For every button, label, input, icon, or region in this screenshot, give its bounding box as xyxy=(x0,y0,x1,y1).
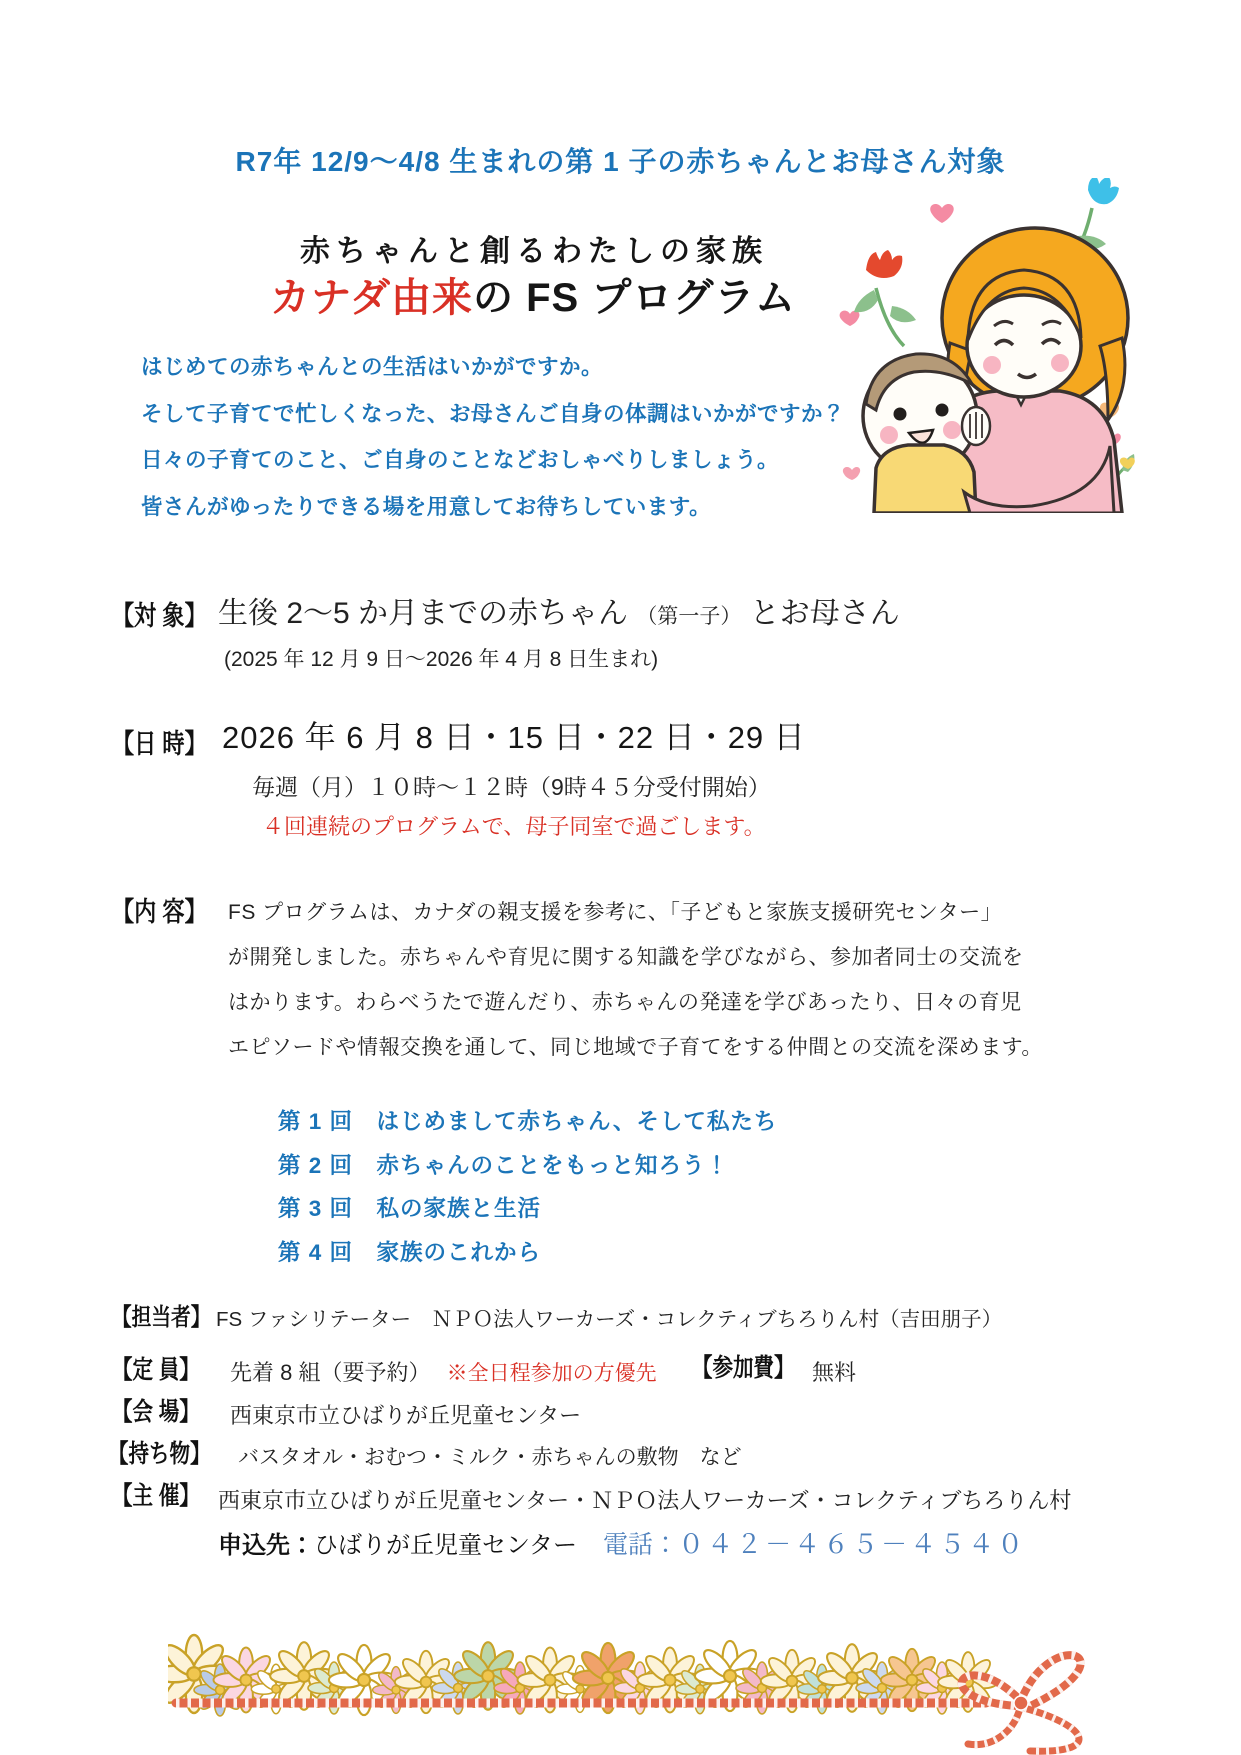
schedule-section-label: 【日 時】 xyxy=(112,729,207,759)
intro-line: 皆さんがゆったりできる場を用意してお待ちしています。 xyxy=(141,494,712,519)
intro-paragraph xyxy=(141,344,845,530)
capacity-section-label: 【定 員】 xyxy=(112,1356,200,1384)
session-item: 第 2 回 赤ちゃんのことをもっと知ろう！ xyxy=(278,1152,730,1178)
content-paragraph xyxy=(228,890,1043,1070)
content-line: エピソードや情報交換を通して、同じ地域で子育てをする仲間との交流を深めます。 xyxy=(228,1036,1043,1059)
capacity-priority-note: ※全日程参加の方優先 xyxy=(446,1362,657,1385)
session-item: 第 1 回 はじめまして赤ちゃん、そして私たち xyxy=(278,1109,778,1134)
apply-place: ひばりが丘児童センター xyxy=(314,1532,578,1559)
title-black-part: の FS プログラム xyxy=(473,276,796,320)
apply-line xyxy=(218,1524,1026,1561)
target-paren: （第一子） xyxy=(636,605,742,628)
audience-banner: R7年 12/9～4/8 生まれの第 1 子の赤ちゃんとお母さん対象 xyxy=(235,146,1006,177)
intro-line: 日々の子育てのこと、ご自身のことなどおしゃべりしましょう。 xyxy=(141,448,780,472)
red-flower-icon xyxy=(854,250,916,346)
title-red-part: カナダ由来 xyxy=(270,276,473,320)
page-title xyxy=(270,266,796,323)
staff-section-label: 【担当者】 xyxy=(112,1304,211,1331)
flower-border-illustration xyxy=(168,1596,1113,1755)
organizer-section-label: 【主 催】 xyxy=(112,1482,200,1510)
capacity-text xyxy=(230,1356,657,1387)
belongings-section-label: 【持ち物】 xyxy=(108,1440,211,1468)
organizer-value: 西東京市立ひばりが丘児童センター・ＮＰＯ法人ワーカーズ・コレクティブちろりん村 xyxy=(218,1488,1072,1513)
content-line: FS プログラムは、カナダの親支援を参考に、「子どもと家族支援研究センター」 xyxy=(228,901,1003,924)
venue-section-label: 【会 場】 xyxy=(112,1398,200,1426)
target-birth-range: (2025 年 12 月 9 日～2026 年 4 月 8 日生まれ) xyxy=(224,648,659,671)
intro-line: そして子育てで忙しくなった、お母さんご自身の体調はいかがですか？ xyxy=(141,401,846,426)
phone-label: 電話： xyxy=(603,1531,679,1559)
fee-value: 無料 xyxy=(812,1360,857,1385)
capacity-value: 先着 8 組（要予約） xyxy=(230,1360,431,1385)
content-line: はかります。わらべうたで遊んだり、赤ちゃんの発達を学びあったり、日々の育児 xyxy=(228,991,1022,1014)
target-section-label: 【対 象】 xyxy=(112,601,207,631)
session-item: 第 4 回 家族のこれから xyxy=(278,1239,542,1265)
fee-section-label: 【参加費】 xyxy=(692,1354,795,1382)
schedule-time: 毎週（月）１０時～１２時（9時４５分受付開始） xyxy=(252,774,771,800)
session-list xyxy=(278,1100,777,1274)
intro-line: はじめての赤ちゃんとの生活はいかがですか。 xyxy=(141,355,604,379)
content-line: が開発しました。赤ちゃんや育児に関する知識を学びながら、参加者同士の交流を xyxy=(228,946,1024,969)
apply-label: 申込先： xyxy=(218,1532,314,1559)
belongings-value: バスタオル・おむつ・ミルク・赤ちゃんの敷物 など xyxy=(238,1446,742,1469)
staff-text: FS ファシリテーター ＮＰＯ法人ワーカーズ・コレクティブちろりん村（吉田朋子） xyxy=(216,1308,1003,1331)
phone-number: ０４２－４６５－４５４０ xyxy=(678,1529,1027,1559)
target-tail: とお母さん xyxy=(749,597,900,630)
content-section-label: 【内 容】 xyxy=(112,897,207,927)
target-main-text xyxy=(218,588,900,632)
subtitle: 赤ちゃんと創るわたしの家族 xyxy=(300,235,768,268)
session-item: 第 3 回 私の家族と生活 xyxy=(278,1196,542,1221)
schedule-note-red: ４回連続のプログラムで、母子同室で過ごします。 xyxy=(262,814,766,839)
schedule-dates: 2026 年 6 月 8 日・15 日・22 日・29 日 xyxy=(222,720,806,755)
venue-value: 西東京市立ひばりが丘児童センター xyxy=(230,1403,582,1428)
target-main: 生後 2～5 か月までの赤ちゃん xyxy=(218,597,629,630)
